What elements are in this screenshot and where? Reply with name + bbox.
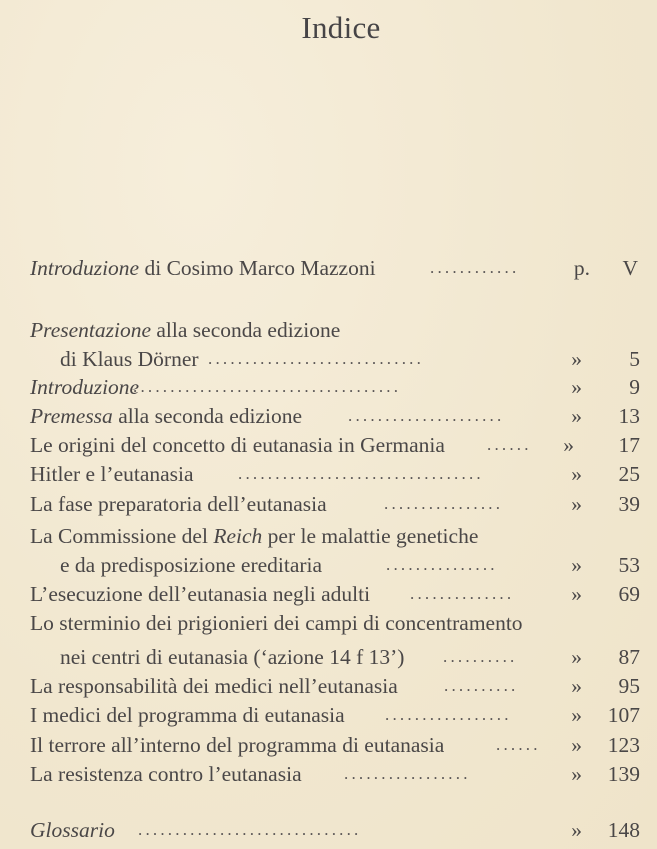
toc-entry-presentazione[interactable]: [30, 316, 640, 344]
page-number: 87: [618, 645, 640, 669]
dot-leader: .....................: [348, 406, 505, 425]
dot-leader: .............................: [208, 349, 425, 368]
toc-entry-commissione-reich-continuation[interactable]: [30, 551, 640, 579]
dot-leader: ............: [430, 258, 520, 277]
ditto-marker: »: [571, 347, 582, 371]
page-number: 148: [607, 818, 640, 842]
toc-entry-title: [30, 316, 340, 344]
ditto-marker: »: [571, 733, 582, 757]
page-number: 13: [618, 404, 640, 428]
toc-entry-premessa[interactable]: [30, 402, 640, 430]
toc-entry-title-italic: Premessa: [30, 404, 113, 428]
dot-leader: ..............................: [138, 820, 362, 839]
page-number: 107: [607, 703, 640, 727]
page-number: 25: [618, 462, 640, 486]
toc-entry-title: [30, 373, 139, 401]
ditto-marker: »: [571, 492, 582, 516]
toc-entry-title-rest: alla seconda edizione: [151, 318, 341, 342]
page-prefix: p.: [573, 256, 590, 280]
dot-leader: ................: [384, 494, 504, 513]
toc-entry-title: Le origini del concetto di eutanasia in Germania: [30, 433, 445, 457]
ditto-marker: »: [571, 582, 582, 606]
toc-entry-glossario[interactable]: [30, 816, 640, 844]
toc-entry-title-before: La Commissione del: [30, 524, 214, 548]
toc-entry-title: [30, 522, 478, 550]
ditto-marker: »: [571, 818, 582, 842]
toc-entry-title: La fase preparatoria dell’eutanasia: [30, 492, 327, 516]
dot-leader: .................: [385, 705, 512, 724]
ditto-marker: »: [571, 762, 582, 786]
toc-entry-title: I medici del programma di eutanasia: [30, 703, 345, 727]
toc-entry-title-italic: Presentazione: [30, 318, 152, 342]
ditto-marker: »: [571, 553, 582, 577]
ditto-marker: »: [563, 433, 574, 457]
dot-leader: ...............: [386, 555, 498, 574]
toc-entry-fase-preparatoria[interactable]: [30, 490, 640, 518]
page-number: 39: [618, 492, 640, 516]
toc-entry-introduzione[interactable]: [30, 373, 640, 401]
ditto-marker: »: [571, 674, 582, 698]
page-number: 9: [629, 375, 640, 399]
dot-leader: .................................: [238, 464, 484, 483]
page-number: V: [622, 256, 638, 280]
toc-entry-title-after: per le malattie genetiche: [262, 524, 479, 548]
toc-entry-title-rest: alla seconda edizione: [112, 404, 303, 428]
page-number: 69: [618, 582, 640, 606]
toc-entry-title: Lo sterminio dei prigionieri dei campi di concentramento: [30, 611, 523, 635]
toc-entry-sterminio-continuation[interactable]: [30, 643, 640, 671]
toc-entry-title-italic: Introduzione: [30, 256, 140, 280]
toc-entry-title-italic: Glossario: [30, 818, 115, 842]
toc-entry-title: [30, 816, 115, 844]
toc-entry-medici-programma[interactable]: [30, 701, 640, 729]
toc-entry-title: [30, 254, 376, 282]
toc-entry-terrore[interactable]: [30, 731, 640, 759]
ditto-marker: »: [571, 645, 582, 669]
toc-entry-title-rest: di Cosimo Marco Mazzoni: [139, 256, 376, 280]
toc-entry-esecuzione[interactable]: [30, 580, 640, 608]
page-number: 5: [629, 347, 640, 371]
toc-entry-sterminio[interactable]: [30, 609, 640, 637]
toc-entry-responsabilita[interactable]: [30, 672, 640, 700]
toc-entry-introduzione-mazzoni[interactable]: [30, 254, 640, 282]
toc-entry-title: La responsabilità dei medici nell’eutanasia: [30, 674, 398, 698]
ditto-marker: »: [571, 462, 582, 486]
toc-entry-hitler[interactable]: [30, 460, 640, 488]
ditto-marker: »: [571, 404, 582, 428]
page-number: 17: [618, 433, 640, 457]
ditto-marker: »: [571, 703, 582, 727]
dot-leader: ..........: [444, 676, 519, 695]
page-title: Indice: [301, 10, 381, 45]
page-number: 139: [607, 762, 640, 786]
toc-entry-continuation: di Klaus Dörner: [60, 347, 199, 371]
toc-entry-title: Il terrore all’interno del programma di eutanasia: [30, 733, 445, 757]
toc-entry-title-italic: Reich: [213, 524, 263, 548]
dot-leader: ......: [496, 735, 541, 754]
toc-entry-presentazione-continuation[interactable]: [30, 345, 640, 373]
toc-entry-resistenza[interactable]: [30, 760, 640, 788]
dot-leader: ..............: [410, 584, 515, 603]
dot-leader: ..........: [443, 647, 518, 666]
dot-leader: .................: [344, 764, 471, 783]
page-number: 123: [607, 733, 640, 757]
toc-entry-title: Hitler e l’eutanasia: [30, 462, 194, 486]
toc-entry-continuation: e da predisposizione ereditaria: [60, 553, 323, 577]
toc-entry-title: [30, 402, 302, 430]
dot-leader: ....................................: [133, 377, 402, 396]
dot-leader: ......: [487, 435, 532, 454]
toc-entry-continuation: nei centri di eutanasia (‘azione 14 f 13’): [60, 645, 405, 669]
toc-entry-le-origini[interactable]: [30, 431, 640, 459]
toc-entry-title-italic: Introduzione: [30, 375, 140, 399]
toc-entry-commissione-reich[interactable]: [30, 522, 640, 550]
toc-entry-title: La resistenza contro l’eutanasia: [30, 762, 302, 786]
ditto-marker: »: [571, 375, 582, 399]
page-number: 53: [618, 553, 640, 577]
page-number: 95: [618, 674, 640, 698]
toc-entry-title: L’esecuzione dell’eutanasia negli adulti: [30, 582, 371, 606]
